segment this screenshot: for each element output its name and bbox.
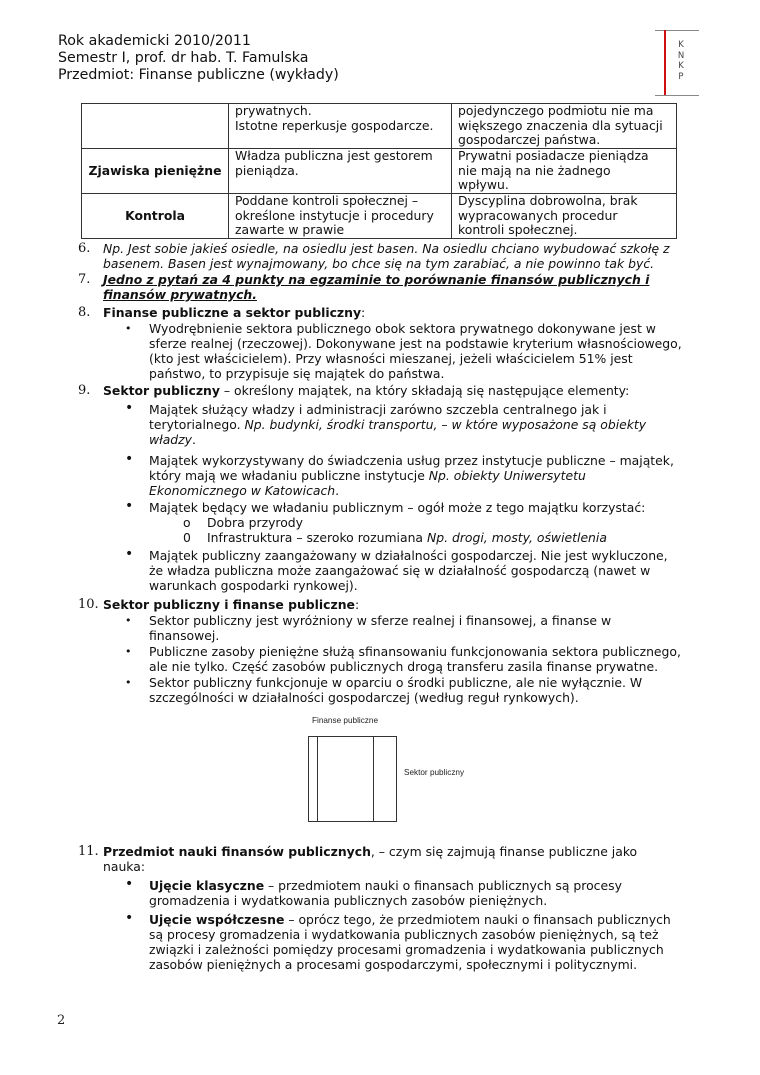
row-header — [82, 104, 229, 149]
logo-top-rule — [655, 30, 699, 31]
list-number: 11. — [78, 844, 99, 859]
section-title: Sektor publiczny — [103, 383, 220, 398]
bullet-icon: • — [125, 676, 132, 689]
sector-finance-diagram — [308, 736, 397, 822]
private-finance-cell: pojedynczego podmiotu nie ma większego znaczenia dla sytuacji gospodarczej państwa. — [452, 104, 677, 149]
logo-red-rule — [664, 30, 666, 96]
document-header — [58, 33, 339, 84]
table-row — [82, 194, 677, 239]
public-finance-cell: prywatnych. Istotne reperkusje gospodarcze. — [229, 104, 452, 149]
bullet-icon: • — [125, 546, 134, 562]
comparison-table — [81, 103, 677, 239]
bullet-icon: • — [125, 876, 134, 892]
circle-bullet-icon: 0 — [183, 530, 191, 545]
bullet-icon: • — [125, 322, 132, 335]
header-subject: Przedmiot: Finanse publiczne (wykłady) — [58, 67, 339, 83]
private-finance-cell: Dyscyplina dobrowolna, brak wypracowanych procedur kontroli społecznej. — [452, 194, 677, 239]
public-finance-cell: Władza publiczna jest gestorem pieniądza. — [229, 149, 452, 194]
list-number: 10. — [78, 597, 99, 612]
bullet-icon: • — [125, 645, 132, 658]
public-finance-cell: Poddane kontroli społecznej – określone instytucje i procedury zawarte w prawie — [229, 194, 452, 239]
bullet-icon: • — [125, 451, 134, 467]
circle-bullet-icon: o — [183, 515, 191, 530]
diagram-label-public-finance: Finanse publiczne — [312, 716, 378, 725]
header-semester-professor: Semestr I, prof. dr hab. T. Famulska — [58, 50, 309, 66]
knkp-logo — [655, 30, 699, 96]
header-academic-year: Rok akademicki 2010/2011 — [58, 33, 251, 49]
row-header: Kontrola — [82, 194, 229, 239]
table-row — [82, 104, 677, 149]
bullet-icon: • — [125, 614, 132, 627]
page-number: 2 — [57, 1013, 66, 1028]
bullet-icon: • — [125, 498, 134, 514]
bullet-icon: • — [125, 400, 134, 416]
diagram-divider-left — [317, 737, 318, 821]
list-number: 6. — [78, 241, 91, 256]
diagram-label-public-sector: Sektor publiczny — [404, 768, 465, 777]
logo-bottom-rule — [655, 95, 699, 96]
list-number: 8. — [78, 305, 91, 320]
section-title: Przedmiot nauki finansów publicznych — [103, 844, 371, 859]
exam-note: Jedno z pytań za 4 punkty na egzaminie to porównanie finansów publicznych i finansów prywatnych. — [103, 272, 650, 302]
private-finance-cell: Prywatni posiadacze pieniądza nie mają na nie żadnego wpływu. — [452, 149, 677, 194]
list-number: 7. — [78, 272, 91, 287]
row-header: Zjawiska pieniężne — [82, 149, 229, 194]
section-title: Finanse publiczne a sektor publiczny — [103, 305, 362, 320]
example-text: Np. Jest sobie jakieś osiedle, na osiedlu jest basen. Na osiedlu chciano wybudować szkołę z basenem. Basen jest wynajmowany, bo chce się na tym zarabiać, a nie powinno tak być. — [103, 241, 670, 271]
logo-letters: K N K P — [677, 40, 685, 82]
diagram-divider-right — [373, 737, 374, 821]
table-row — [82, 149, 677, 194]
section-title: Sektor publiczny i finanse publiczne — [103, 597, 355, 612]
list-number: 9. — [78, 383, 91, 398]
bullet-icon: • — [125, 910, 134, 926]
